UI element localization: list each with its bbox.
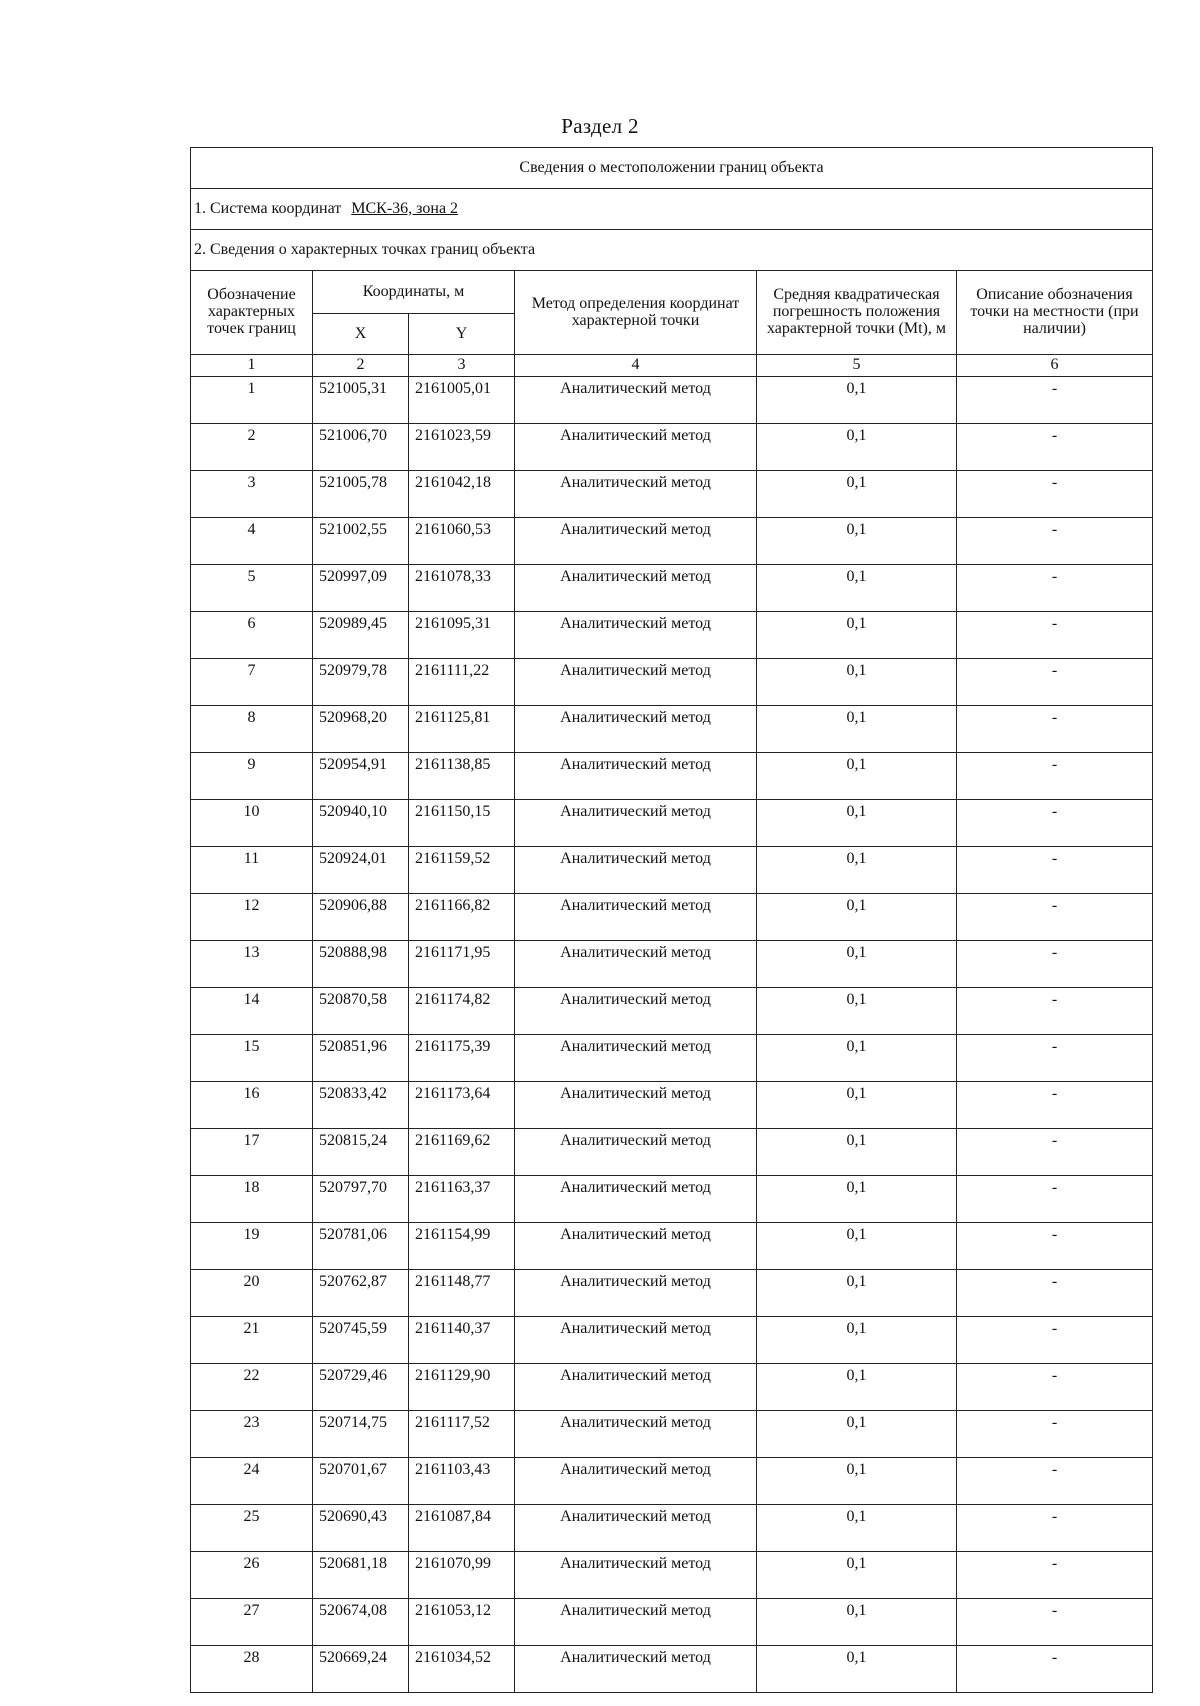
description-cell: - [957, 377, 1153, 424]
description-cell: - [957, 1646, 1153, 1693]
header-description: Описание обозначения точки на местности (при наличии) [957, 271, 1153, 355]
coordinate-system-value: МСК-36, зона 2 [351, 199, 459, 217]
error-cell: 0,1 [757, 1176, 957, 1223]
coord-x-cell: 520870,58 [313, 988, 409, 1035]
table-row [191, 612, 1153, 659]
coord-y-cell: 2161034,52 [409, 1646, 515, 1693]
method-cell: Аналитический метод [515, 1599, 757, 1646]
method-cell: Аналитический метод [515, 424, 757, 471]
point-number-cell: 14 [191, 988, 313, 1035]
table-row [191, 1270, 1153, 1317]
description-cell: - [957, 1505, 1153, 1552]
method-cell: Аналитический метод [515, 1364, 757, 1411]
point-number-cell: 27 [191, 1599, 313, 1646]
description-cell: - [957, 1552, 1153, 1599]
coord-x-cell: 520815,24 [313, 1129, 409, 1176]
method-cell: Аналитический метод [515, 518, 757, 565]
description-cell: - [957, 1317, 1153, 1364]
column-number: 2 [313, 355, 409, 377]
error-cell: 0,1 [757, 894, 957, 941]
description-cell: - [957, 1458, 1153, 1505]
method-cell: Аналитический метод [515, 753, 757, 800]
method-cell: Аналитический метод [515, 894, 757, 941]
description-cell: - [957, 1599, 1153, 1646]
header-x: X [313, 314, 409, 355]
point-number-cell: 12 [191, 894, 313, 941]
point-number-cell: 10 [191, 800, 313, 847]
coord-x-cell: 520729,46 [313, 1364, 409, 1411]
point-number-cell: 3 [191, 471, 313, 518]
point-number-cell: 25 [191, 1505, 313, 1552]
column-number: 3 [409, 355, 515, 377]
coord-y-cell: 2161103,43 [409, 1458, 515, 1505]
point-number-cell: 20 [191, 1270, 313, 1317]
description-cell: - [957, 1223, 1153, 1270]
method-cell: Аналитический метод [515, 1458, 757, 1505]
method-cell: Аналитический метод [515, 1552, 757, 1599]
point-number-cell: 26 [191, 1552, 313, 1599]
table-row [191, 1223, 1153, 1270]
description-cell: - [957, 800, 1153, 847]
coordinate-system-row [191, 189, 1153, 230]
table-row [191, 1129, 1153, 1176]
table-row [191, 941, 1153, 988]
header-method: Метод определения координат характерной точки [515, 271, 757, 355]
coord-x-cell: 520997,09 [313, 565, 409, 612]
coord-y-cell: 2161166,82 [409, 894, 515, 941]
method-cell: Аналитический метод [515, 1129, 757, 1176]
method-cell: Аналитический метод [515, 1411, 757, 1458]
coord-y-cell: 2161095,31 [409, 612, 515, 659]
error-cell: 0,1 [757, 1599, 957, 1646]
description-cell: - [957, 847, 1153, 894]
point-number-cell: 16 [191, 1082, 313, 1129]
point-number-cell: 28 [191, 1646, 313, 1693]
table-row [191, 1552, 1153, 1599]
description-cell: - [957, 1082, 1153, 1129]
coord-y-cell: 2161159,52 [409, 847, 515, 894]
coord-x-cell: 520940,10 [313, 800, 409, 847]
point-number-cell: 18 [191, 1176, 313, 1223]
method-cell: Аналитический метод [515, 1223, 757, 1270]
error-cell: 0,1 [757, 800, 957, 847]
method-cell: Аналитический метод [515, 612, 757, 659]
method-cell: Аналитический метод [515, 565, 757, 612]
table-row [191, 1176, 1153, 1223]
point-number-cell: 22 [191, 1364, 313, 1411]
error-cell: 0,1 [757, 1270, 957, 1317]
coord-x-cell: 520714,75 [313, 1411, 409, 1458]
method-cell: Аналитический метод [515, 706, 757, 753]
method-cell: Аналитический метод [515, 1035, 757, 1082]
coord-x-cell: 520989,45 [313, 612, 409, 659]
table-row [191, 659, 1153, 706]
method-cell: Аналитический метод [515, 1317, 757, 1364]
coord-x-cell: 520833,42 [313, 1082, 409, 1129]
coord-y-cell: 2161087,84 [409, 1505, 515, 1552]
coord-x-cell: 520669,24 [313, 1646, 409, 1693]
point-number-cell: 7 [191, 659, 313, 706]
point-number-cell: 23 [191, 1411, 313, 1458]
table-row [191, 565, 1153, 612]
description-cell: - [957, 518, 1153, 565]
description-cell: - [957, 706, 1153, 753]
error-cell: 0,1 [757, 377, 957, 424]
coord-x-cell: 521002,55 [313, 518, 409, 565]
description-cell: - [957, 1129, 1153, 1176]
coord-x-cell: 520762,87 [313, 1270, 409, 1317]
point-number-cell: 11 [191, 847, 313, 894]
table-row [191, 1082, 1153, 1129]
header-coordinates: Координаты, м [313, 271, 515, 314]
error-cell: 0,1 [757, 1317, 957, 1364]
method-cell: Аналитический метод [515, 1646, 757, 1693]
header-point: Обозначение характерных точек границ [191, 271, 313, 355]
error-cell: 0,1 [757, 753, 957, 800]
coord-y-cell: 2161140,37 [409, 1317, 515, 1364]
coord-y-cell: 2161117,52 [409, 1411, 515, 1458]
point-number-cell: 2 [191, 424, 313, 471]
coord-y-cell: 2161111,22 [409, 659, 515, 706]
error-cell: 0,1 [757, 1552, 957, 1599]
coord-y-cell: 2161023,59 [409, 424, 515, 471]
coord-x-cell: 520954,91 [313, 753, 409, 800]
coord-x-cell: 520906,88 [313, 894, 409, 941]
error-cell: 0,1 [757, 706, 957, 753]
table-row [191, 847, 1153, 894]
table-row [191, 1505, 1153, 1552]
coord-y-cell: 2161060,53 [409, 518, 515, 565]
description-cell: - [957, 1176, 1153, 1223]
table-row [191, 518, 1153, 565]
method-cell: Аналитический метод [515, 1082, 757, 1129]
table-row [191, 800, 1153, 847]
column-number: 4 [515, 355, 757, 377]
method-cell: Аналитический метод [515, 377, 757, 424]
table-row [191, 471, 1153, 518]
coord-x-cell: 520797,70 [313, 1176, 409, 1223]
point-number-cell: 13 [191, 941, 313, 988]
description-cell: - [957, 941, 1153, 988]
coord-y-cell: 2161129,90 [409, 1364, 515, 1411]
error-cell: 0,1 [757, 1458, 957, 1505]
section-title: Раздел 2 [561, 114, 639, 138]
coord-y-cell: 2161173,64 [409, 1082, 515, 1129]
point-number-cell: 4 [191, 518, 313, 565]
header-error: Средняя квадратическая погрешность положения характерной точки (Mt), м [757, 271, 957, 355]
table-row [191, 706, 1153, 753]
description-cell: - [957, 471, 1153, 518]
boundary-points-table [190, 147, 1153, 1693]
error-cell: 0,1 [757, 941, 957, 988]
point-number-cell: 15 [191, 1035, 313, 1082]
error-cell: 0,1 [757, 659, 957, 706]
method-cell: Аналитический метод [515, 1176, 757, 1223]
coord-y-cell: 2161138,85 [409, 753, 515, 800]
table-row [191, 1035, 1153, 1082]
coord-x-cell: 520674,08 [313, 1599, 409, 1646]
description-cell: - [957, 753, 1153, 800]
error-cell: 0,1 [757, 424, 957, 471]
table-row [191, 988, 1153, 1035]
error-cell: 0,1 [757, 1082, 957, 1129]
coord-y-cell: 2161078,33 [409, 565, 515, 612]
point-number-cell: 24 [191, 1458, 313, 1505]
method-cell: Аналитический метод [515, 659, 757, 706]
coord-y-cell: 2161070,99 [409, 1552, 515, 1599]
column-number: 6 [957, 355, 1153, 377]
coord-x-cell: 520979,78 [313, 659, 409, 706]
coord-y-cell: 2161169,62 [409, 1129, 515, 1176]
column-number: 5 [757, 355, 957, 377]
description-cell: - [957, 1035, 1153, 1082]
method-cell: Аналитический метод [515, 988, 757, 1035]
coord-y-cell: 2161163,37 [409, 1176, 515, 1223]
method-cell: Аналитический метод [515, 1270, 757, 1317]
description-cell: - [957, 1364, 1153, 1411]
method-cell: Аналитический метод [515, 847, 757, 894]
description-cell: - [957, 612, 1153, 659]
table-row [191, 894, 1153, 941]
coord-x-cell: 520781,06 [313, 1223, 409, 1270]
error-cell: 0,1 [757, 847, 957, 894]
coord-x-cell: 520851,96 [313, 1035, 409, 1082]
table-row [191, 1317, 1153, 1364]
table-row [191, 377, 1153, 424]
error-cell: 0,1 [757, 565, 957, 612]
coord-y-cell: 2161042,18 [409, 471, 515, 518]
error-cell: 0,1 [757, 1035, 957, 1082]
table-row [191, 1599, 1153, 1646]
error-cell: 0,1 [757, 1223, 957, 1270]
table-row [191, 1411, 1153, 1458]
description-cell: - [957, 424, 1153, 471]
method-cell: Аналитический метод [515, 471, 757, 518]
coord-x-cell: 521006,70 [313, 424, 409, 471]
coord-y-cell: 2161174,82 [409, 988, 515, 1035]
coord-x-cell: 520968,20 [313, 706, 409, 753]
error-cell: 0,1 [757, 1129, 957, 1176]
table-row [191, 1364, 1153, 1411]
coord-x-cell: 520888,98 [313, 941, 409, 988]
header-y: Y [409, 314, 515, 355]
error-cell: 0,1 [757, 518, 957, 565]
error-cell: 0,1 [757, 1411, 957, 1458]
error-cell: 0,1 [757, 471, 957, 518]
point-number-cell: 5 [191, 565, 313, 612]
coord-y-cell: 2161171,95 [409, 941, 515, 988]
description-cell: - [957, 1411, 1153, 1458]
point-number-cell: 8 [191, 706, 313, 753]
coord-y-cell: 2161175,39 [409, 1035, 515, 1082]
method-cell: Аналитический метод [515, 941, 757, 988]
point-number-cell: 1 [191, 377, 313, 424]
description-cell: - [957, 988, 1153, 1035]
coord-y-cell: 2161053,12 [409, 1599, 515, 1646]
coord-y-cell: 2161154,99 [409, 1223, 515, 1270]
point-number-cell: 9 [191, 753, 313, 800]
error-cell: 0,1 [757, 988, 957, 1035]
coord-x-cell: 520924,01 [313, 847, 409, 894]
description-cell: - [957, 1270, 1153, 1317]
column-numbers-row [191, 355, 1153, 377]
method-cell: Аналитический метод [515, 800, 757, 847]
points-section-label: 2. Сведения о характерных точках границ объекта [191, 230, 1153, 271]
description-cell: - [957, 894, 1153, 941]
description-cell: - [957, 659, 1153, 706]
error-cell: 0,1 [757, 612, 957, 659]
point-number-cell: 17 [191, 1129, 313, 1176]
coord-x-cell: 520681,18 [313, 1552, 409, 1599]
table-title: Сведения о местоположении границ объекта [191, 148, 1153, 189]
point-number-cell: 6 [191, 612, 313, 659]
coordinate-system-label: 1. Система координат [194, 199, 342, 217]
point-number-cell: 19 [191, 1223, 313, 1270]
coord-x-cell: 521005,31 [313, 377, 409, 424]
coord-x-cell: 520745,59 [313, 1317, 409, 1364]
column-number: 1 [191, 355, 313, 377]
error-cell: 0,1 [757, 1646, 957, 1693]
error-cell: 0,1 [757, 1505, 957, 1552]
coord-x-cell: 520701,67 [313, 1458, 409, 1505]
coord-y-cell: 2161125,81 [409, 706, 515, 753]
description-cell: - [957, 565, 1153, 612]
point-number-cell: 21 [191, 1317, 313, 1364]
error-cell: 0,1 [757, 1364, 957, 1411]
table-row [191, 1458, 1153, 1505]
coord-y-cell: 2161148,77 [409, 1270, 515, 1317]
coord-y-cell: 2161150,15 [409, 800, 515, 847]
table-row [191, 424, 1153, 471]
table-row [191, 753, 1153, 800]
coord-x-cell: 520690,43 [313, 1505, 409, 1552]
coord-x-cell: 521005,78 [313, 471, 409, 518]
method-cell: Аналитический метод [515, 1505, 757, 1552]
coord-y-cell: 2161005,01 [409, 377, 515, 424]
table-row [191, 1646, 1153, 1693]
